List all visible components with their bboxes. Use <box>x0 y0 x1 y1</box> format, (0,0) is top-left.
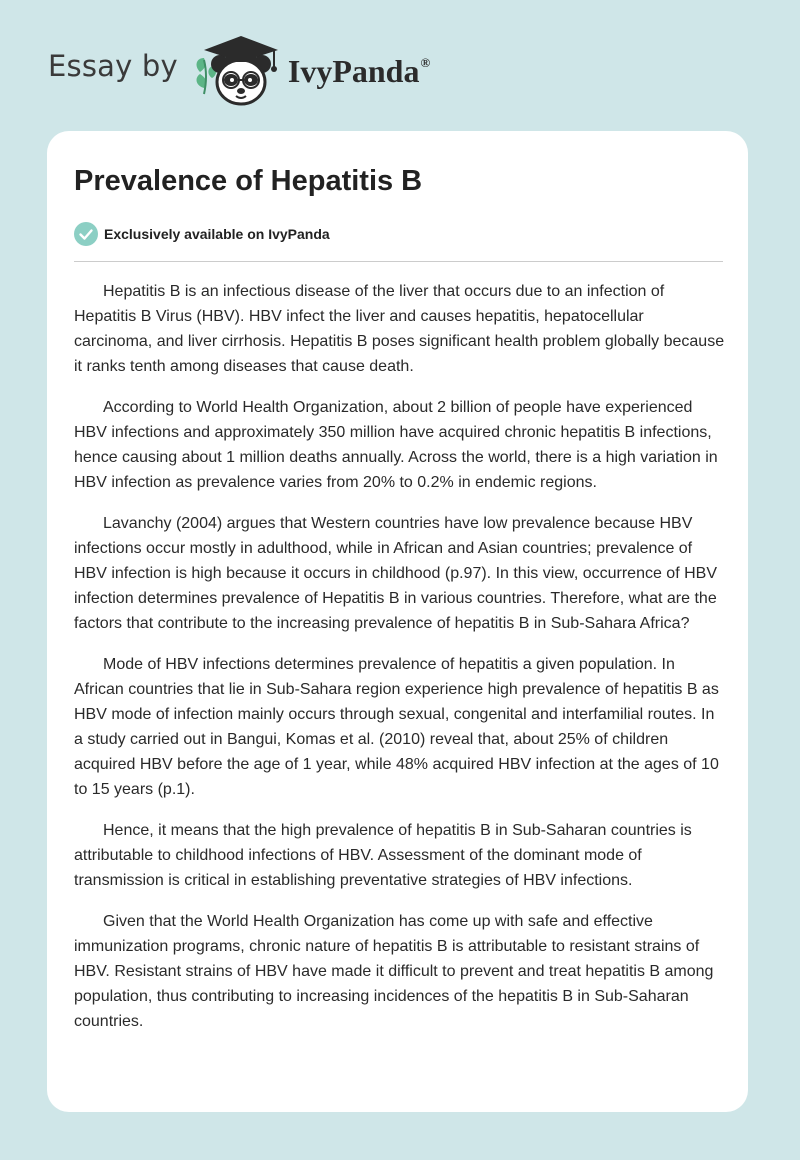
essay-by-label: Essay by <box>48 49 178 83</box>
paragraph: Hepatitis B is an infectious disease of the liver that occurs due to an infection of Hepatitis B Virus (HBV). HBV infect the liver and causes hepatitis, hepatocellular carcinoma, and liver cirrhosis. Hepatitis B poses significant health problem globally because it ranks tenth among diseases that cause death. <box>74 283 725 375</box>
registered-mark: ® <box>420 54 431 70</box>
exclusive-label: Exclusively available on IvyPanda <box>104 226 330 242</box>
paragraph: Hence, it means that the high prevalence of hepatitis B in Sub-Saharan countries is attributable to childhood infections of HBV. Assessment of the dominant mode of transmission is critical in establishing preventative strategies of HBV infections. <box>74 822 692 889</box>
brand-text: IvyPanda <box>287 52 420 89</box>
site-header <box>48 30 430 110</box>
page-title: Prevalence of Hepatitis B <box>74 165 423 197</box>
paragraph: Given that the World Health Organization has come up with safe and effective immunization programs, chronic nature of hepatitis B is attributable to resistant strains of HBV. Resistant strains of HBV have made it difficult to prevent and treat hepatitis B among population, thus contributing to increasing incidences of the hepatitis B in Sub-Saharan countries. <box>74 913 714 1030</box>
article-body <box>74 279 726 1050</box>
divider <box>74 261 723 262</box>
paragraph: Lavanchy (2004) argues that Western countries have low prevalence because HBV infections occur mostly in adulthood, while in African and Asian countries; prevalence of HBV infection is high because it occurs in childhood (p.97). In this view, occurrence of HBV infection determines prevalence of Hepatitis B in various countries. Therefore, what are the factors that contribute to the increasing prevalence of hepatitis B in Sub-Sahara Africa? <box>74 515 717 632</box>
panda-graduate-icon[interactable] <box>192 30 284 110</box>
paragraph: Mode of HBV infections determines prevalence of hepatitis a given population. In African countries that lie in Sub-Sahara region experience high prevalence of hepatitis B as HBV mode of infection mainly occurs through sexual, congenital and interfamilial routes. In a study carried out in Bangui, Komas et al. (2010) reveal that, about 25% of children acquired HBV before the age of 1 year, while 48% acquired HBV infection at the ages of 10 to 15 years (p.1). <box>74 656 719 798</box>
exclusive-badge <box>74 222 330 246</box>
brand-name[interactable] <box>288 53 430 90</box>
check-circle-icon <box>74 222 98 246</box>
article-card <box>47 131 748 1112</box>
paragraph: According to World Health Organization, about 2 billion of people have experienced HBV infections and approximately 350 million have acquired chronic hepatitis B infections, hence causing about 1 million deaths annually. Across the world, there is a high variation in HBV infection as prevalence varies from 20% to 0.2% in endemic regions. <box>74 399 718 491</box>
